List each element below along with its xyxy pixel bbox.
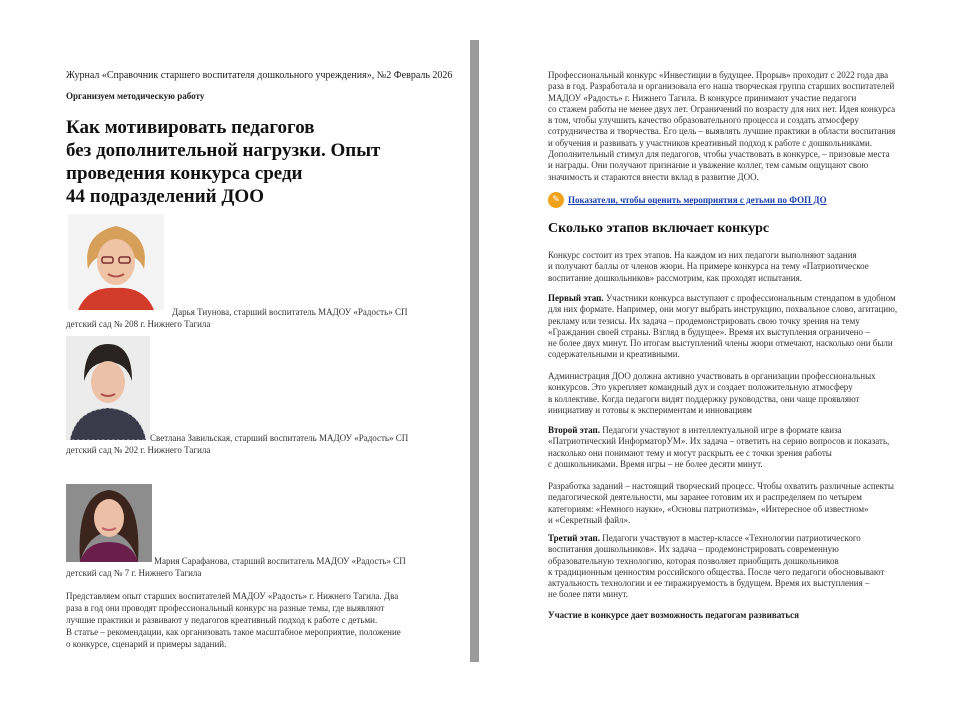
section-heading: Сколько этапов включает конкурс [548, 221, 770, 236]
author-place-line: детский сад № 202 г. Нижнего Тагила [66, 445, 211, 455]
text-line: Конкурс состоит из трех этапов. На каждом из них педагоги выполняют задания [548, 250, 857, 260]
text-line: для них формате. Например, они могут выбрать инструкцию, похвальное слово, агитацию, [548, 304, 898, 315]
stage-three-paragraph [548, 533, 948, 601]
text-fragment: Педагоги участвуют в интеллектуальной игре в формате квиза [599, 425, 842, 435]
related-link[interactable] [548, 192, 827, 208]
journal-source-line: Журнал «Справочник старшего воспитателя дошкольного учреждения», №2 Февраль 2026 [66, 70, 453, 81]
text-line: воспитание дошкольников» рассмотрим, как проходят испытания. [548, 272, 802, 283]
text-line: Разработка заданий – настоящий творческий процесс. Чтобы охватить различные аспекты [548, 481, 894, 491]
text-line: Профессиональный конкурс «Инвестиции в будущее. Прорыв» проходит с 2022 года два [548, 70, 889, 80]
stages-intro-paragraph [548, 250, 948, 284]
author-name-line: Дарья Тиунова, старший воспитатель МАДОУ «Радость» СП [172, 307, 408, 317]
author-photo-tiunova [68, 214, 164, 310]
text-line: с дошкольниками. Время игры – не более десяти минут. [548, 458, 763, 469]
administration-note [548, 371, 948, 416]
text-line: «Патриотический ИнформаторУМ». Их задача – ответить на серию вопросов и показать, [548, 436, 890, 447]
stage-label: Третий этап. [548, 533, 600, 543]
text-line: педагогической деятельности, мы заранее готовим их и распределяем по четырем [548, 492, 862, 503]
text-line: в коллективе. Когда педагоги видят поддержку руководства, они чаще проявляют [548, 393, 860, 404]
text-fragment: Участники конкурса выступают с профессиональным стендапом в удобном [603, 293, 896, 303]
text-line: значимость и стараются внести вклад в развитие ДОО. [548, 171, 759, 182]
text-line: «Гражданин своей страны. Взгляд в будущее». Время их выступления ограничено – [548, 326, 870, 337]
text-line: рекламу или тезисы. Их задача – продемонстрировать свою точку зрения на тему [548, 315, 860, 326]
title-line: без дополнительной нагрузки. Опыт [66, 140, 381, 161]
text-line: воспитания дошкольников». Их задача – продемонстрировать современную [548, 544, 839, 555]
title-line: проведения конкурса среди [66, 163, 303, 184]
text-line: конкурсов. Это укрепляет командный дух и создает положительную атмосферу [548, 382, 853, 393]
text-line: содержательными и креативными. [548, 349, 680, 360]
text-fragment: Педагоги участвуют в мастер-классе «Технологии патриотического [599, 533, 861, 543]
text-line: насколько они понимают тему и могут раскрыть ее с точки зрения работы [548, 447, 832, 458]
lead-line: раза в год они проводят профессиональный конкурс на разные темы, где выявляют [66, 603, 385, 613]
stage-two-paragraph [548, 425, 948, 470]
author-photo-zavilskaya [66, 336, 150, 440]
title-line: 44 подразделений ДОО [66, 186, 264, 207]
conclusion-subheading: Участие в конкурсе дает возможность педагогам развиваться [548, 610, 800, 620]
text-line: со стажем работы не менее двух лет. Ограничений по возрасту для них нет. Идея конкурса [548, 103, 896, 114]
text-line: категориям: «Немного науки», «Основы патриотизма», «Интересное об известном» [548, 503, 869, 514]
text-line: образовательную технологию, которая позволяет приобщить дошкольников [548, 555, 839, 566]
text-line: Дополнительный стимул для педагогов, чтобы участвовать в конкурсе, – призовые места [548, 149, 890, 160]
text-line: к традиционным ценностям российского общества. После чего педагоги обосновывают [548, 566, 885, 577]
text-line: в том, чтобы улучшить качество образовательного процесса и создать атмосферу [548, 115, 859, 126]
text-line: и получают баллы от членов жюри. На примере конкурса на тему «Патриотическое [548, 261, 869, 272]
author-name-line: Мария Сарафанова, старший воспитатель МАДОУ «Радость» СП [154, 556, 406, 566]
text-line: и «Секретный файл». [548, 514, 631, 525]
author-place-line: детский сад № 7 г. Нижнего Тагила [66, 568, 202, 578]
task-development-paragraph [548, 481, 948, 526]
text-line: Администрация ДОО должна активно участвовать в организации профессиональных [548, 371, 876, 381]
text-line: и обучения и развивать у участников креативный подход к работе с дошкольниками. [548, 137, 873, 148]
lead-line: о конкурсе, сценарий и примеры заданий. [66, 639, 227, 649]
text-line: сотрудничества и творчества. Его цель – выявлять лучшие практики в области воспитания [548, 126, 896, 137]
page-gutter [470, 40, 479, 662]
contest-intro-paragraph [548, 70, 948, 183]
author-photo-sarafanova [66, 484, 152, 562]
title-line: Как мотивировать педагогов [66, 117, 315, 138]
stage-one-paragraph [548, 293, 948, 361]
text-line [548, 533, 948, 544]
author-caption-zavilskaya [66, 432, 408, 456]
lead-line: лучшие практики и развивают у педагогов креативный подход к работе с детьми. [66, 615, 378, 625]
stage-label: Первый этап. [548, 293, 604, 303]
portrait-image [68, 214, 164, 310]
lead-line: Представляем опыт старших воспитателей МАДОУ «Радость» г. Нижнего Тагила. Два [66, 591, 399, 601]
article-title [66, 116, 456, 208]
text-line: МАДОУ «Радость» г. Нижнего Тагила. В конкурсе принимают участие педагоги [548, 92, 857, 103]
rubric-label: Организуем методическую работу [66, 91, 205, 101]
author-caption-sarafanova [66, 555, 406, 579]
text-line [548, 293, 948, 304]
fop-indicators-link[interactable]: Показатели, чтобы оценить мероприятия с детьми по ФОП ДО [568, 195, 827, 205]
text-line: раза в год. Разработала и организовала его наша творческая группа старших воспитателей [548, 81, 895, 92]
text-line: актуальность технологии и ее тиражируемость в будущем. Время их выступления – [548, 578, 870, 589]
article-lead [66, 590, 461, 650]
author-caption-tiunova [66, 306, 407, 330]
portrait-image [66, 484, 152, 562]
text-line: не более пяти минут. [548, 589, 629, 600]
author-name-line: Светлана Завильская, старший воспитатель МАДОУ «Радость» СП [150, 433, 409, 443]
pencil-icon: ✎ [548, 192, 564, 208]
text-line: инициативу и готовы к экспериментам и инновациям [548, 404, 752, 415]
text-line [548, 425, 948, 436]
lead-line: В статье – рекомендации, как организовать такое масштабное мероприятие, положение [66, 627, 401, 637]
left-page [0, 0, 468, 720]
author-place-line: детский сад № 208 г. Нижнего Тагила [66, 319, 211, 329]
text-line: и награды. Они получают признание и уважение коллег, тем самым ощущают свою [548, 160, 869, 171]
text-line: не более двух минут. По итогам выступлений члены жюри отмечают, насколько они были [548, 338, 893, 349]
stage-label: Второй этап. [548, 425, 600, 435]
portrait-image [66, 336, 150, 440]
